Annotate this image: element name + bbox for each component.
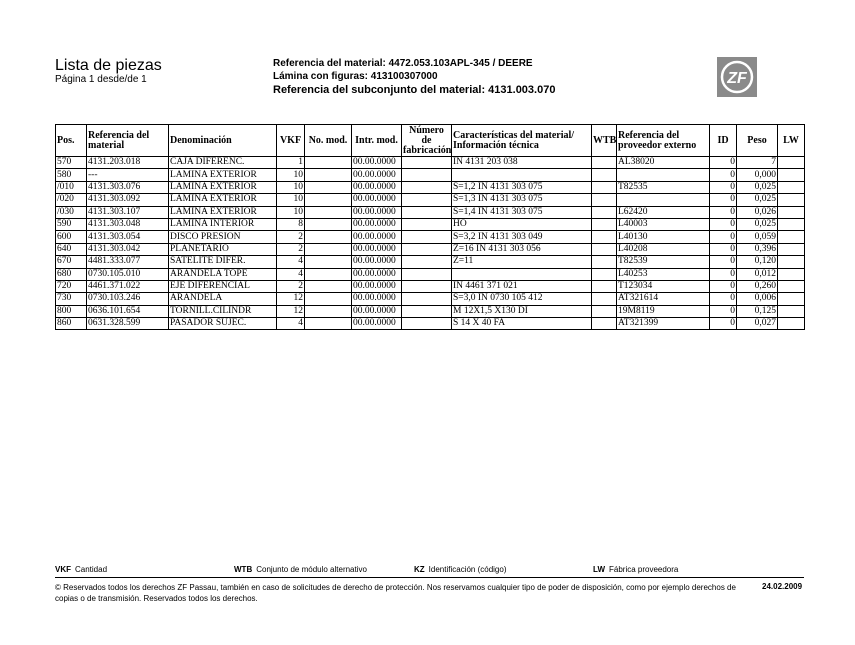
cell-caracteristicas: S=1,2 IN 4131 303 075	[452, 181, 592, 193]
cell-lw	[778, 157, 805, 169]
cell-intr-mod: 00.00.0000	[352, 243, 402, 255]
cell-lw	[778, 280, 805, 292]
cell-no-mod	[305, 256, 352, 268]
table-row	[56, 231, 805, 243]
cell-id: 0	[710, 268, 737, 280]
cell-wtb	[592, 169, 617, 181]
cell-wtb	[592, 243, 617, 255]
cell-id: 0	[710, 293, 737, 305]
cell-lw	[778, 231, 805, 243]
cell-material-ref: 4461.371.022	[87, 280, 169, 292]
legend-vkf	[55, 565, 107, 574]
legend-wtb-text: Conjunto de módulo alternativo	[256, 565, 367, 574]
col-intr-mod: Intr. mod.	[352, 125, 402, 157]
col-wtb: WTB	[592, 125, 617, 157]
cell-lw	[778, 293, 805, 305]
cell-vkf: 10	[277, 194, 305, 206]
col-fabricacion: Número de fabricación	[403, 124, 452, 156]
cell-fabricacion	[402, 268, 452, 280]
cell-proveedor-ref	[617, 194, 710, 206]
cell-denominacion: PASADOR SUJEC.	[169, 318, 277, 330]
cell-wtb	[592, 181, 617, 193]
cell-proveedor-ref: L40253	[617, 268, 710, 280]
legend-lw-code: LW	[593, 565, 605, 574]
cell-id: 0	[710, 181, 737, 193]
cell-intr-mod: 00.00.0000	[352, 318, 402, 330]
cell-no-mod	[305, 293, 352, 305]
legend-lw-text: Fábrica proveedora	[609, 565, 679, 574]
legend-vkf-code: VKF	[55, 565, 71, 574]
cell-peso: 0,012	[737, 268, 778, 280]
table-row	[56, 194, 805, 206]
cell-denominacion: PLANETARIO	[169, 243, 277, 255]
cell-denominacion: ARANDELA TOPE	[169, 268, 277, 280]
cell-id: 0	[710, 318, 737, 330]
cell-proveedor-ref: T82539	[617, 256, 710, 268]
cell-fabricacion	[402, 169, 452, 181]
cell-pos: 860	[56, 318, 87, 330]
cell-proveedor-ref: L62420	[617, 206, 710, 218]
table-row	[56, 280, 805, 292]
col-pos: Pos.	[56, 125, 87, 157]
cell-peso: 0,026	[737, 206, 778, 218]
legend	[55, 565, 804, 578]
cell-lw	[778, 256, 805, 268]
cell-vkf: 4	[277, 318, 305, 330]
cell-wtb	[592, 305, 617, 317]
cell-peso: 0,125	[737, 305, 778, 317]
table-row	[56, 206, 805, 218]
table-row	[56, 268, 805, 280]
cell-wtb	[592, 256, 617, 268]
cell-pos: 570	[56, 157, 87, 169]
cell-caracteristicas: Z=11	[452, 256, 592, 268]
cell-caracteristicas: S=1,3 IN 4131 303 075	[452, 194, 592, 206]
table-header-row	[56, 125, 805, 157]
cell-caracteristicas: S=1,4 IN 4131 303 075	[452, 206, 592, 218]
cell-material-ref: 4131.303.076	[87, 181, 169, 193]
cell-proveedor-ref: L40130	[617, 231, 710, 243]
cell-no-mod	[305, 280, 352, 292]
cell-proveedor-ref: 19M8119	[617, 305, 710, 317]
cell-vkf: 4	[277, 256, 305, 268]
cell-no-mod	[305, 243, 352, 255]
cell-no-mod	[305, 305, 352, 317]
col-caracteristicas: Características del material/ Información técnica	[452, 125, 592, 157]
cell-pos: 720	[56, 280, 87, 292]
cell-wtb	[592, 218, 617, 230]
cell-proveedor-ref	[617, 169, 710, 181]
cell-pos: 800	[56, 305, 87, 317]
cell-vkf: 2	[277, 243, 305, 255]
cell-denominacion: LAMINA EXTERIOR	[169, 206, 277, 218]
cell-lw	[778, 305, 805, 317]
cell-proveedor-ref: AT321614	[617, 293, 710, 305]
cell-wtb	[592, 194, 617, 206]
cell-peso: 0,027	[737, 318, 778, 330]
cell-wtb	[592, 206, 617, 218]
zf-logo-icon	[717, 57, 757, 97]
cell-vkf: 10	[277, 206, 305, 218]
cell-peso: 0,006	[737, 293, 778, 305]
cell-id: 0	[710, 305, 737, 317]
cell-wtb	[592, 157, 617, 169]
table-row	[56, 157, 805, 169]
legend-kz-code: KZ	[414, 565, 425, 574]
cell-material-ref: 0636.101.654	[87, 305, 169, 317]
cell-material-ref: ---	[87, 169, 169, 181]
cell-proveedor-ref: T82535	[617, 181, 710, 193]
cell-id: 0	[710, 256, 737, 268]
cell-pos: /020	[56, 194, 87, 206]
cell-vkf: 10	[277, 169, 305, 181]
table-row	[56, 256, 805, 268]
cell-caracteristicas	[452, 169, 592, 181]
cell-pos: 730	[56, 293, 87, 305]
reference-block	[273, 57, 555, 98]
cell-lw	[778, 218, 805, 230]
cell-pos: 590	[56, 218, 87, 230]
cell-no-mod	[305, 169, 352, 181]
cell-fabricacion	[402, 280, 452, 292]
cell-peso: 0,120	[737, 256, 778, 268]
legend-wtb	[234, 565, 367, 574]
cell-denominacion: LAMINA EXTERIOR	[169, 194, 277, 206]
table-row	[56, 181, 805, 193]
cell-no-mod	[305, 318, 352, 330]
cell-denominacion: LAMINA EXTERIOR	[169, 181, 277, 193]
cell-pos: 670	[56, 256, 87, 268]
cell-wtb	[592, 318, 617, 330]
cell-caracteristicas: IN 4131 203 038	[452, 157, 592, 169]
cell-fabricacion	[402, 305, 452, 317]
cell-wtb	[592, 293, 617, 305]
cell-proveedor-ref: AL38020	[617, 157, 710, 169]
cell-material-ref: 0631.328.599	[87, 318, 169, 330]
cell-intr-mod: 00.00.0000	[352, 268, 402, 280]
cell-lw	[778, 318, 805, 330]
cell-denominacion: LAMINA INTERIOR	[169, 218, 277, 230]
table-row	[56, 169, 805, 181]
cell-id: 0	[710, 157, 737, 169]
legend-kz	[414, 565, 507, 574]
cell-denominacion: ARANDELA	[169, 293, 277, 305]
cell-vkf: 12	[277, 305, 305, 317]
cell-fabricacion	[402, 318, 452, 330]
cell-denominacion: TORNILL.CILINDR	[169, 305, 277, 317]
cell-id: 0	[710, 231, 737, 243]
cell-fabricacion	[402, 218, 452, 230]
cell-peso: 0,396	[737, 243, 778, 255]
copyright-notice: © Reservados todos los derechos ZF Passau, también en caso de solicitudes de derecho de protección. Nos reservamos cualquier tipo de poder de disposición, como por ejemplo derechos de copias o de transmisión. Reservados todos los derechos.	[55, 583, 736, 603]
cell-vkf: 8	[277, 218, 305, 230]
cell-proveedor-ref: L40003	[617, 218, 710, 230]
cell-material-ref: 4131.303.048	[87, 218, 169, 230]
zf-logo	[717, 57, 757, 97]
cell-denominacion: EJE DIFERENCIAL	[169, 280, 277, 292]
table-row	[56, 218, 805, 230]
table-row	[56, 305, 805, 317]
cell-vkf: 12	[277, 293, 305, 305]
cell-material-ref: 0730.103.246	[87, 293, 169, 305]
parts-table	[55, 124, 805, 330]
cell-vkf: 10	[277, 181, 305, 193]
cell-proveedor-ref: T123034	[617, 280, 710, 292]
cell-material-ref: 4131.203.018	[87, 157, 169, 169]
cell-id: 0	[710, 194, 737, 206]
cell-pos: 640	[56, 243, 87, 255]
cell-id: 0	[710, 206, 737, 218]
cell-no-mod	[305, 218, 352, 230]
cell-id: 0	[710, 280, 737, 292]
cell-fabricacion	[402, 157, 452, 169]
cell-caracteristicas: S=3,2 IN 4131 303 049	[452, 231, 592, 243]
cell-wtb	[592, 280, 617, 292]
cell-intr-mod: 00.00.0000	[352, 194, 402, 206]
subassembly-reference: Referencia del subconjunto del material: 4131.003.070	[273, 84, 556, 96]
cell-peso: 0,260	[737, 280, 778, 292]
cell-caracteristicas: S 14 X 40 FA	[452, 318, 592, 330]
cell-denominacion: SATELITE DIFER.	[169, 256, 277, 268]
parts-table-body	[56, 157, 805, 330]
cell-pos: 580	[56, 169, 87, 181]
cell-vkf: 2	[277, 231, 305, 243]
cell-caracteristicas: M 12X1,5 X130 DI	[452, 305, 592, 317]
cell-peso: 0,000	[737, 169, 778, 181]
zf-logo-text: ZF	[727, 70, 747, 87]
cell-caracteristicas: S=3,0 IN 0730 105 412	[452, 293, 592, 305]
cell-peso: 0,025	[737, 218, 778, 230]
cell-caracteristicas	[452, 268, 592, 280]
cell-material-ref: 4131.303.092	[87, 194, 169, 206]
cell-fabricacion	[402, 293, 452, 305]
cell-material-ref: 0730.105.010	[87, 268, 169, 280]
cell-intr-mod: 00.00.0000	[352, 305, 402, 317]
cell-id: 0	[710, 169, 737, 181]
cell-pos: 600	[56, 231, 87, 243]
cell-fabricacion	[402, 194, 452, 206]
legend-kz-text: Identificación (código)	[428, 565, 507, 574]
cell-lw	[778, 194, 805, 206]
legend-lw	[593, 565, 678, 574]
cell-caracteristicas: IN 4461 371 021	[452, 280, 592, 292]
cell-peso: 7	[737, 157, 778, 169]
cell-no-mod	[305, 231, 352, 243]
cell-pos: /030	[56, 206, 87, 218]
cell-id: 0	[710, 218, 737, 230]
cell-intr-mod: 00.00.0000	[352, 293, 402, 305]
col-peso: Peso	[737, 125, 778, 157]
cell-no-mod	[305, 194, 352, 206]
cell-wtb	[592, 268, 617, 280]
col-vkf: VKF	[277, 125, 305, 157]
cell-no-mod	[305, 268, 352, 280]
cell-fabricacion	[402, 181, 452, 193]
cell-intr-mod: 00.00.0000	[352, 256, 402, 268]
cell-wtb	[592, 231, 617, 243]
cell-vkf: 4	[277, 268, 305, 280]
cell-fabricacion	[402, 231, 452, 243]
cell-intr-mod: 00.00.0000	[352, 157, 402, 169]
cell-no-mod	[305, 206, 352, 218]
cell-fabricacion	[402, 243, 452, 255]
cell-vkf: 1	[277, 157, 305, 169]
cell-intr-mod: 00.00.0000	[352, 231, 402, 243]
cell-id: 0	[710, 243, 737, 255]
legend-vkf-text: Cantidad	[75, 565, 108, 574]
cell-intr-mod: 00.00.0000	[352, 206, 402, 218]
cell-no-mod	[305, 157, 352, 169]
cell-lw	[778, 181, 805, 193]
page-title: Lista de piezas	[55, 57, 162, 74]
cell-material-ref: 4131.303.042	[87, 243, 169, 255]
cell-intr-mod: 00.00.0000	[352, 181, 402, 193]
cell-caracteristicas: Z=16 IN 4131 303 056	[452, 243, 592, 255]
cell-intr-mod: 00.00.0000	[352, 169, 402, 181]
col-lw: LW	[778, 125, 805, 157]
cell-caracteristicas: HO	[452, 218, 592, 230]
cell-no-mod	[305, 181, 352, 193]
cell-material-ref: 4481.333.077	[87, 256, 169, 268]
col-proveedor-ref: Referencia del proveedor externo	[617, 125, 710, 157]
table-row	[56, 243, 805, 255]
cell-proveedor-ref: AT321399	[617, 318, 710, 330]
cell-denominacion: LAMINA EXTERIOR	[169, 169, 277, 181]
cell-intr-mod: 00.00.0000	[352, 280, 402, 292]
cell-pos: /010	[56, 181, 87, 193]
col-id: ID	[710, 125, 737, 157]
cell-vkf: 2	[277, 280, 305, 292]
cell-fabricacion	[402, 206, 452, 218]
document-date: 24.02.2009	[762, 582, 803, 591]
figure-sheet: Lámina con figuras: 413100307000	[273, 71, 438, 82]
cell-fabricacion	[402, 256, 452, 268]
cell-intr-mod: 00.00.0000	[352, 218, 402, 230]
cell-lw	[778, 268, 805, 280]
table-row	[56, 318, 805, 330]
col-denominacion: Denominación	[169, 125, 277, 157]
col-no-mod: No. mod.	[305, 125, 352, 157]
page-info: Página 1 desde/de 1	[55, 74, 147, 85]
cell-denominacion: CAJA DIFERENC.	[169, 157, 277, 169]
table-row	[56, 293, 805, 305]
cell-peso: 0,025	[737, 194, 778, 206]
cell-proveedor-ref: L40208	[617, 243, 710, 255]
col-material-ref: Referencia del material	[87, 125, 169, 157]
cell-lw	[778, 206, 805, 218]
cell-lw	[778, 243, 805, 255]
material-reference: Referencia del material: 4472.053.103APL-345 / DEERE	[273, 58, 533, 69]
cell-lw	[778, 169, 805, 181]
cell-peso: 0,025	[737, 181, 778, 193]
cell-denominacion: DISCO PRESION	[169, 231, 277, 243]
cell-material-ref: 4131.303.054	[87, 231, 169, 243]
legend-wtb-code: WTB	[234, 565, 253, 574]
cell-peso: 0,059	[737, 231, 778, 243]
cell-material-ref: 4131.303.107	[87, 206, 169, 218]
cell-pos: 680	[56, 268, 87, 280]
